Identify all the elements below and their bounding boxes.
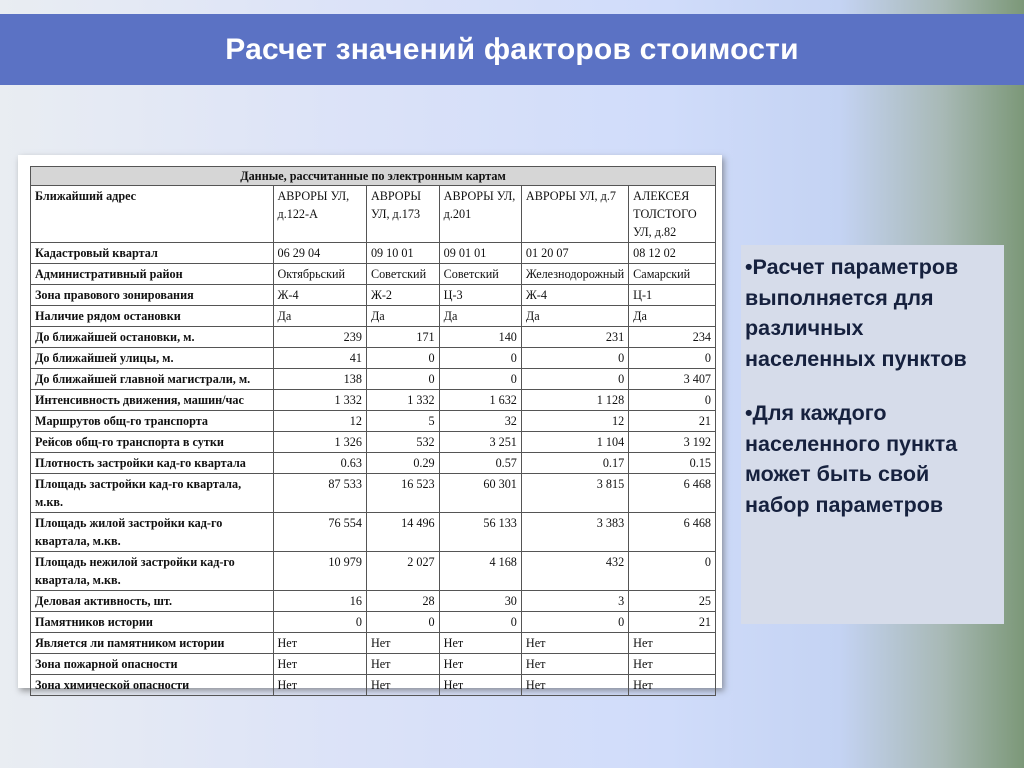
row-label: Рейсов общ-го транспорта в сутки xyxy=(31,432,274,453)
table-caption: Данные, рассчитанные по электронным картам xyxy=(31,167,716,186)
table-cell: Нет xyxy=(366,633,439,654)
row-label: Площадь нежилой застройки кад-го квартала, м.кв. xyxy=(31,552,274,591)
table-cell: 171 xyxy=(366,327,439,348)
row-label: Наличие рядом остановки xyxy=(31,306,274,327)
row-label: До ближайшей остановки, м. xyxy=(31,327,274,348)
bullet-item: •Для каждого населенного пункта может быть свой набор параметров xyxy=(745,401,958,517)
table-cell: Самарский xyxy=(629,264,716,285)
row-label: Зона химической опасности xyxy=(31,675,274,696)
row-label: Зона пожарной опасности xyxy=(31,654,274,675)
row-label: Плотность застройки кад-го квартала xyxy=(31,453,274,474)
table-cell: 09 10 01 xyxy=(366,243,439,264)
data-table-card xyxy=(18,155,722,692)
table-cell: Советский xyxy=(366,264,439,285)
table-cell: Нет xyxy=(629,654,716,675)
table-row xyxy=(31,432,716,453)
table-cell: 30 xyxy=(439,591,521,612)
table-cell: 10 979 xyxy=(273,552,366,591)
table-cell: Нет xyxy=(439,654,521,675)
table-cell: 41 xyxy=(273,348,366,369)
row-label: Памятников истории xyxy=(31,612,274,633)
bullet-panel xyxy=(741,245,1004,624)
table-cell: 0 xyxy=(366,369,439,390)
table-row xyxy=(31,612,716,633)
table-cell: 6 468 xyxy=(629,513,716,552)
table-cell: Нет xyxy=(629,675,716,696)
table-cell: Ж-4 xyxy=(273,285,366,306)
bullet-item: •Расчет параметров выполняется для различных населенных пунктов xyxy=(745,255,967,371)
row-label: Интенсивность движения, машин/час xyxy=(31,390,274,411)
table-cell: 0 xyxy=(366,348,439,369)
table-cell: АВРОРЫ УЛ, д.7 xyxy=(521,186,628,243)
table-cell: Нет xyxy=(439,675,521,696)
table-cell: Нет xyxy=(521,633,628,654)
table-cell: 76 554 xyxy=(273,513,366,552)
table-cell: 0 xyxy=(439,612,521,633)
table-cell: 1 326 xyxy=(273,432,366,453)
table-cell: Да xyxy=(629,306,716,327)
table-cell: 2 027 xyxy=(366,552,439,591)
table-cell: 234 xyxy=(629,327,716,348)
table-row xyxy=(31,513,716,552)
table-cell: 1 332 xyxy=(366,390,439,411)
table-cell: 3 383 xyxy=(521,513,628,552)
table-row xyxy=(31,243,716,264)
table-row xyxy=(31,264,716,285)
table-cell: 12 xyxy=(521,411,628,432)
table-cell: 06 29 04 xyxy=(273,243,366,264)
table-cell: Октябрьский xyxy=(273,264,366,285)
row-label: Административный район xyxy=(31,264,274,285)
table-cell: 3 815 xyxy=(521,474,628,513)
table-cell: 532 xyxy=(366,432,439,453)
table-cell: 12 xyxy=(273,411,366,432)
table-cell: 239 xyxy=(273,327,366,348)
table-cell: 3 407 xyxy=(629,369,716,390)
table-row xyxy=(31,474,716,513)
table-cell: Да xyxy=(366,306,439,327)
table-cell: 5 xyxy=(366,411,439,432)
table-cell: Железнодорожный xyxy=(521,264,628,285)
table-row xyxy=(31,552,716,591)
table-cell: Нет xyxy=(521,675,628,696)
table-cell: 0 xyxy=(521,369,628,390)
table-cell: 1 104 xyxy=(521,432,628,453)
table-cell: 1 632 xyxy=(439,390,521,411)
row-label: Кадастровый квартал xyxy=(31,243,274,264)
table-row xyxy=(31,633,716,654)
table-cell: Нет xyxy=(273,654,366,675)
table-row xyxy=(31,654,716,675)
table-cell: 1 128 xyxy=(521,390,628,411)
table-cell: Ж-2 xyxy=(366,285,439,306)
table-cell: 6 468 xyxy=(629,474,716,513)
table-cell: 21 xyxy=(629,612,716,633)
table-cell: 0.63 xyxy=(273,453,366,474)
table-cell: Нет xyxy=(439,633,521,654)
row-label: Площадь застройки кад-го квартала, м.кв. xyxy=(31,474,274,513)
table-row xyxy=(31,411,716,432)
table-cell: 01 20 07 xyxy=(521,243,628,264)
table-row xyxy=(31,348,716,369)
table-cell: 1 332 xyxy=(273,390,366,411)
table-cell: 08 12 02 xyxy=(629,243,716,264)
table-cell: 09 01 01 xyxy=(439,243,521,264)
table-cell: АЛЕКСЕЯ ТОЛСТОГО УЛ, д.82 xyxy=(629,186,716,243)
table-row xyxy=(31,369,716,390)
table-cell: 231 xyxy=(521,327,628,348)
table-body xyxy=(31,186,716,696)
table-cell: 56 133 xyxy=(439,513,521,552)
table-cell: 0 xyxy=(629,390,716,411)
table-cell: 16 xyxy=(273,591,366,612)
table-cell: Нет xyxy=(629,633,716,654)
table-cell: 0 xyxy=(366,612,439,633)
row-label: До ближайшей главной магистрали, м. xyxy=(31,369,274,390)
table-cell: 3 xyxy=(521,591,628,612)
table-row xyxy=(31,186,716,243)
table-cell: 4 168 xyxy=(439,552,521,591)
table-cell: 0.57 xyxy=(439,453,521,474)
table-cell: 0.29 xyxy=(366,453,439,474)
table-cell: Нет xyxy=(366,654,439,675)
table-cell: 16 523 xyxy=(366,474,439,513)
table-cell: Нет xyxy=(273,633,366,654)
table-cell: Да xyxy=(273,306,366,327)
table-row xyxy=(31,675,716,696)
table-cell: Нет xyxy=(366,675,439,696)
table-cell: 0 xyxy=(521,612,628,633)
table-cell: 0 xyxy=(629,552,716,591)
table-cell: Ц-3 xyxy=(439,285,521,306)
table-cell: АВРОРЫ УЛ, д.173 xyxy=(366,186,439,243)
table-cell: Нет xyxy=(273,675,366,696)
table-cell: 0 xyxy=(273,612,366,633)
row-label: Зона правового зонирования xyxy=(31,285,274,306)
table-cell: АВРОРЫ УЛ, д.201 xyxy=(439,186,521,243)
table-cell: Советский xyxy=(439,264,521,285)
table-row xyxy=(31,390,716,411)
table-cell: 0 xyxy=(439,348,521,369)
table-cell: 60 301 xyxy=(439,474,521,513)
table-cell: 25 xyxy=(629,591,716,612)
table-cell: 0 xyxy=(629,348,716,369)
row-label: Является ли памятником истории xyxy=(31,633,274,654)
row-label: Ближайший адрес xyxy=(31,186,274,243)
table-cell: 0.15 xyxy=(629,453,716,474)
table-cell: 0 xyxy=(521,348,628,369)
table-cell: АВРОРЫ УЛ, д.122-А xyxy=(273,186,366,243)
table-cell: 0 xyxy=(439,369,521,390)
title-bar xyxy=(0,14,1024,85)
data-table xyxy=(30,166,716,696)
table-cell: 432 xyxy=(521,552,628,591)
table-cell: Да xyxy=(521,306,628,327)
table-cell: Ц-1 xyxy=(629,285,716,306)
slide-title: Расчет значений факторов стоимости xyxy=(225,32,799,66)
table-cell: Нет xyxy=(521,654,628,675)
table-cell: 140 xyxy=(439,327,521,348)
table-cell: 3 192 xyxy=(629,432,716,453)
table-row xyxy=(31,591,716,612)
table-cell: 87 533 xyxy=(273,474,366,513)
row-label: Деловая активность, шт. xyxy=(31,591,274,612)
row-label: Маршрутов общ-го транспорта xyxy=(31,411,274,432)
table-cell: 138 xyxy=(273,369,366,390)
table-cell: Да xyxy=(439,306,521,327)
row-label: Площадь жилой застройки кад-го квартала, м.кв. xyxy=(31,513,274,552)
table-cell: 0.17 xyxy=(521,453,628,474)
table-row xyxy=(31,306,716,327)
table-row xyxy=(31,285,716,306)
table-row xyxy=(31,453,716,474)
table-cell: Ж-4 xyxy=(521,285,628,306)
table-cell: 14 496 xyxy=(366,513,439,552)
table-cell: 28 xyxy=(366,591,439,612)
table-cell: 21 xyxy=(629,411,716,432)
row-label: До ближайшей улицы, м. xyxy=(31,348,274,369)
table-cell: 3 251 xyxy=(439,432,521,453)
table-cell: 32 xyxy=(439,411,521,432)
table-row xyxy=(31,327,716,348)
